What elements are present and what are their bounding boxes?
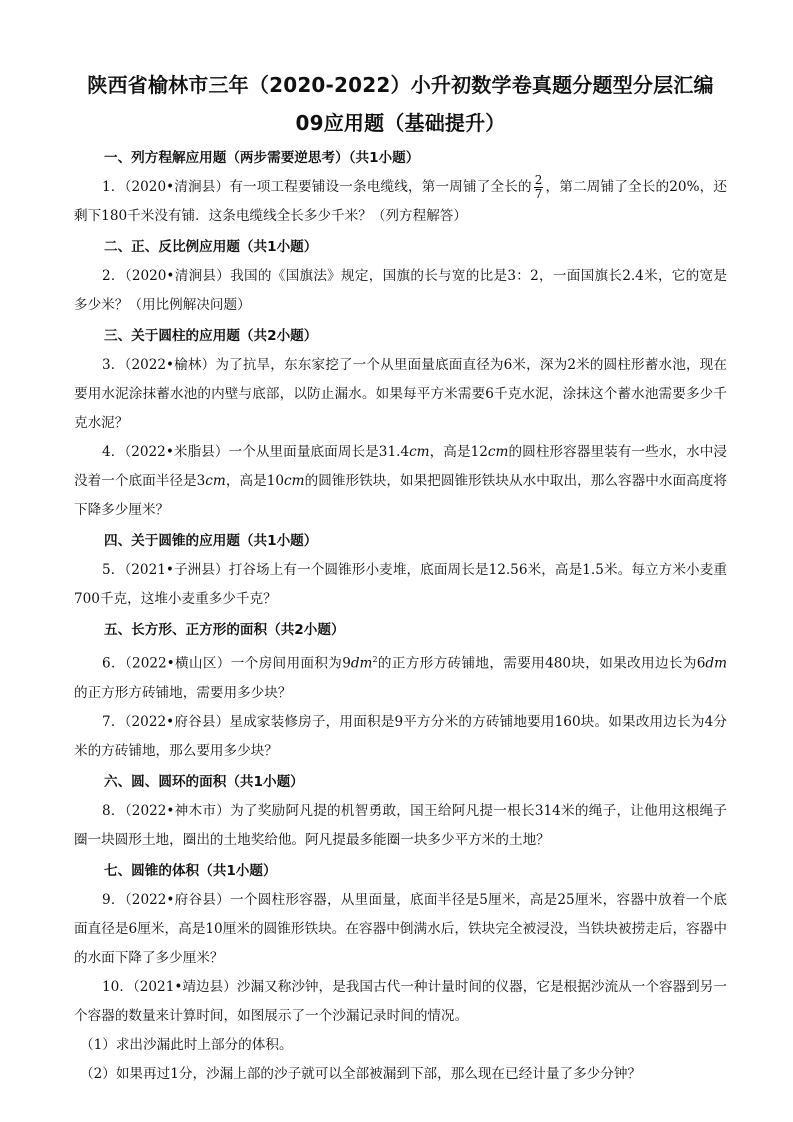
question-10-part-2: （2）如果再过1分，沙漏上部的沙子就可以全部被漏到下部，那么现在已经计量了多少分钟？ [80,1065,642,1082]
title-line-2: 09应用题（基础提升） [295,111,506,135]
question-1-text-b: ，第二周铺了全长的20%，还剩下180千米没有铺．这条电缆线全长多少千米？（列方程解答） [74,179,727,224]
unit-dm: dm [705,655,727,672]
section-heading-1: 一、列方程解应用题（两步需要逆思考）（共1小题） [104,150,420,166]
question-6-text-b: 的正方形方砖铺地，需要用480块，如果改用边长为6 [377,655,706,672]
fraction-two-sevenths [534,174,544,201]
question-3: 3．（2022•榆林）为了抗旱，东东家挖了一个从里面量底面直径为6米，深为2米的圆柱形蓄水池，现在要用水泥涂抹蓄水池的内壁与底部，以防止漏水。如果每平方米需要6千克水泥，涂抹这个蓄水池需要多少千克水泥？ [74,357,727,431]
document-title [74,66,727,142]
question-2: 2．（2020•清涧县）我国的《国旗法》规定，国旗的长与宽的比是3：2，一面国旗长2.4米，它的宽是多少米？（用比例解决问题） [74,268,727,313]
question-4-text-d: ，高是10 [225,473,285,489]
question-4 [74,438,727,525]
unit-cm: cm [205,473,226,489]
question-4-text-a: 4．（2022•米脂县）一个从里面量底面周长是31.4 [102,444,410,460]
question-7: 7．（2022•府谷县）星成家装修房子，用面积是9平方分米的方砖铺地要用160块。如果改用边长为4分米的方砖铺地，那么要用多少块？ [74,713,727,759]
unit-exponent: 2 [372,655,378,664]
question-4-text-b: ，高是12 [429,444,488,460]
unit-dm: dm [350,655,373,672]
question-6-text-c: 的正方形方砖铺地，需要用多少块？ [74,684,292,701]
section-heading-4: 四、关于圆锥的应用题（共1小题） [104,533,318,549]
question-1 [74,173,727,231]
section-heading-6: 六、圆、圆环的面积（共1小题） [104,773,304,790]
unit-cm: cm [284,473,305,489]
question-5: 5．（2021•子洲县）打谷场上有一个圆锥形小麦堆，底面周长是12.56米，高是1.5米。每立方米小麦重700千克，这堆小麦重多少千克？ [74,562,727,607]
question-9: 9．（2022•府谷县）一个圆柱形容器，从里面量，底面半径是5厘米，高是25厘米，容器中放着一个底面直径是6厘米，高是10厘米的圆锥形铁块。在容器中倒满水后，铁块完全被浸没，当铁块被捞走后，容器中的水面下降了多少厘米？ [74,891,727,966]
question-1-text-a: 1．（2020•清涧县）有一项工程要铺设一条电缆线，第一周铺了全长的 [102,179,532,195]
section-heading-5: 五、长方形、正方形的面积（共2小题） [104,622,345,638]
question-6 [74,645,727,708]
title-line-1: 陕西省榆林市三年（2020-2022）小升初数学卷真题分题型分层汇编 [87,73,714,97]
fraction-denominator: 7 [534,187,543,201]
section-heading-7: 七、圆锥的体积（共1小题） [104,862,277,879]
question-4-text-e: 的圆锥形铁块，如果把圆锥形铁块从水中取出，那么容器中水面高度将下降多少厘米？ [74,473,727,518]
fraction-numerator: 2 [534,173,543,187]
unit-cm: cm [409,444,430,460]
question-10-part-1: （1）求出沙漏此时上部分的体积。 [80,1036,293,1053]
question-4-text-c: 的圆柱形容器里装有一些水，水中浸没着一个底面半径是3 [74,444,727,489]
section-heading-3: 三、关于圆柱的应用题（共2小题） [104,328,318,344]
question-10: 10．（2021•靖边县）沙漏又称沙钟，是我国古代一种计量时间的仪器，它是根据沙流从一个容器到另一个容器的数量来计算时间，如图展示了一个沙漏记录时间的情况。 [74,978,727,1024]
unit-cm: cm [487,444,509,460]
question-6-text-a: 6．（2022•横山区）一个房间用面积为9 [102,655,351,672]
section-heading-2: 二、正、反比例应用题（共1小题） [104,239,318,255]
question-8: 8．（2022•神木市）为了奖励阿凡提的机智勇敢，国王给阿凡提一根长314米的绳子，让他用这根绳子圈一块圆形土地，圈出的土地奖给他。阿凡提最多能圈一块多少平方米的土地？ [74,802,727,848]
